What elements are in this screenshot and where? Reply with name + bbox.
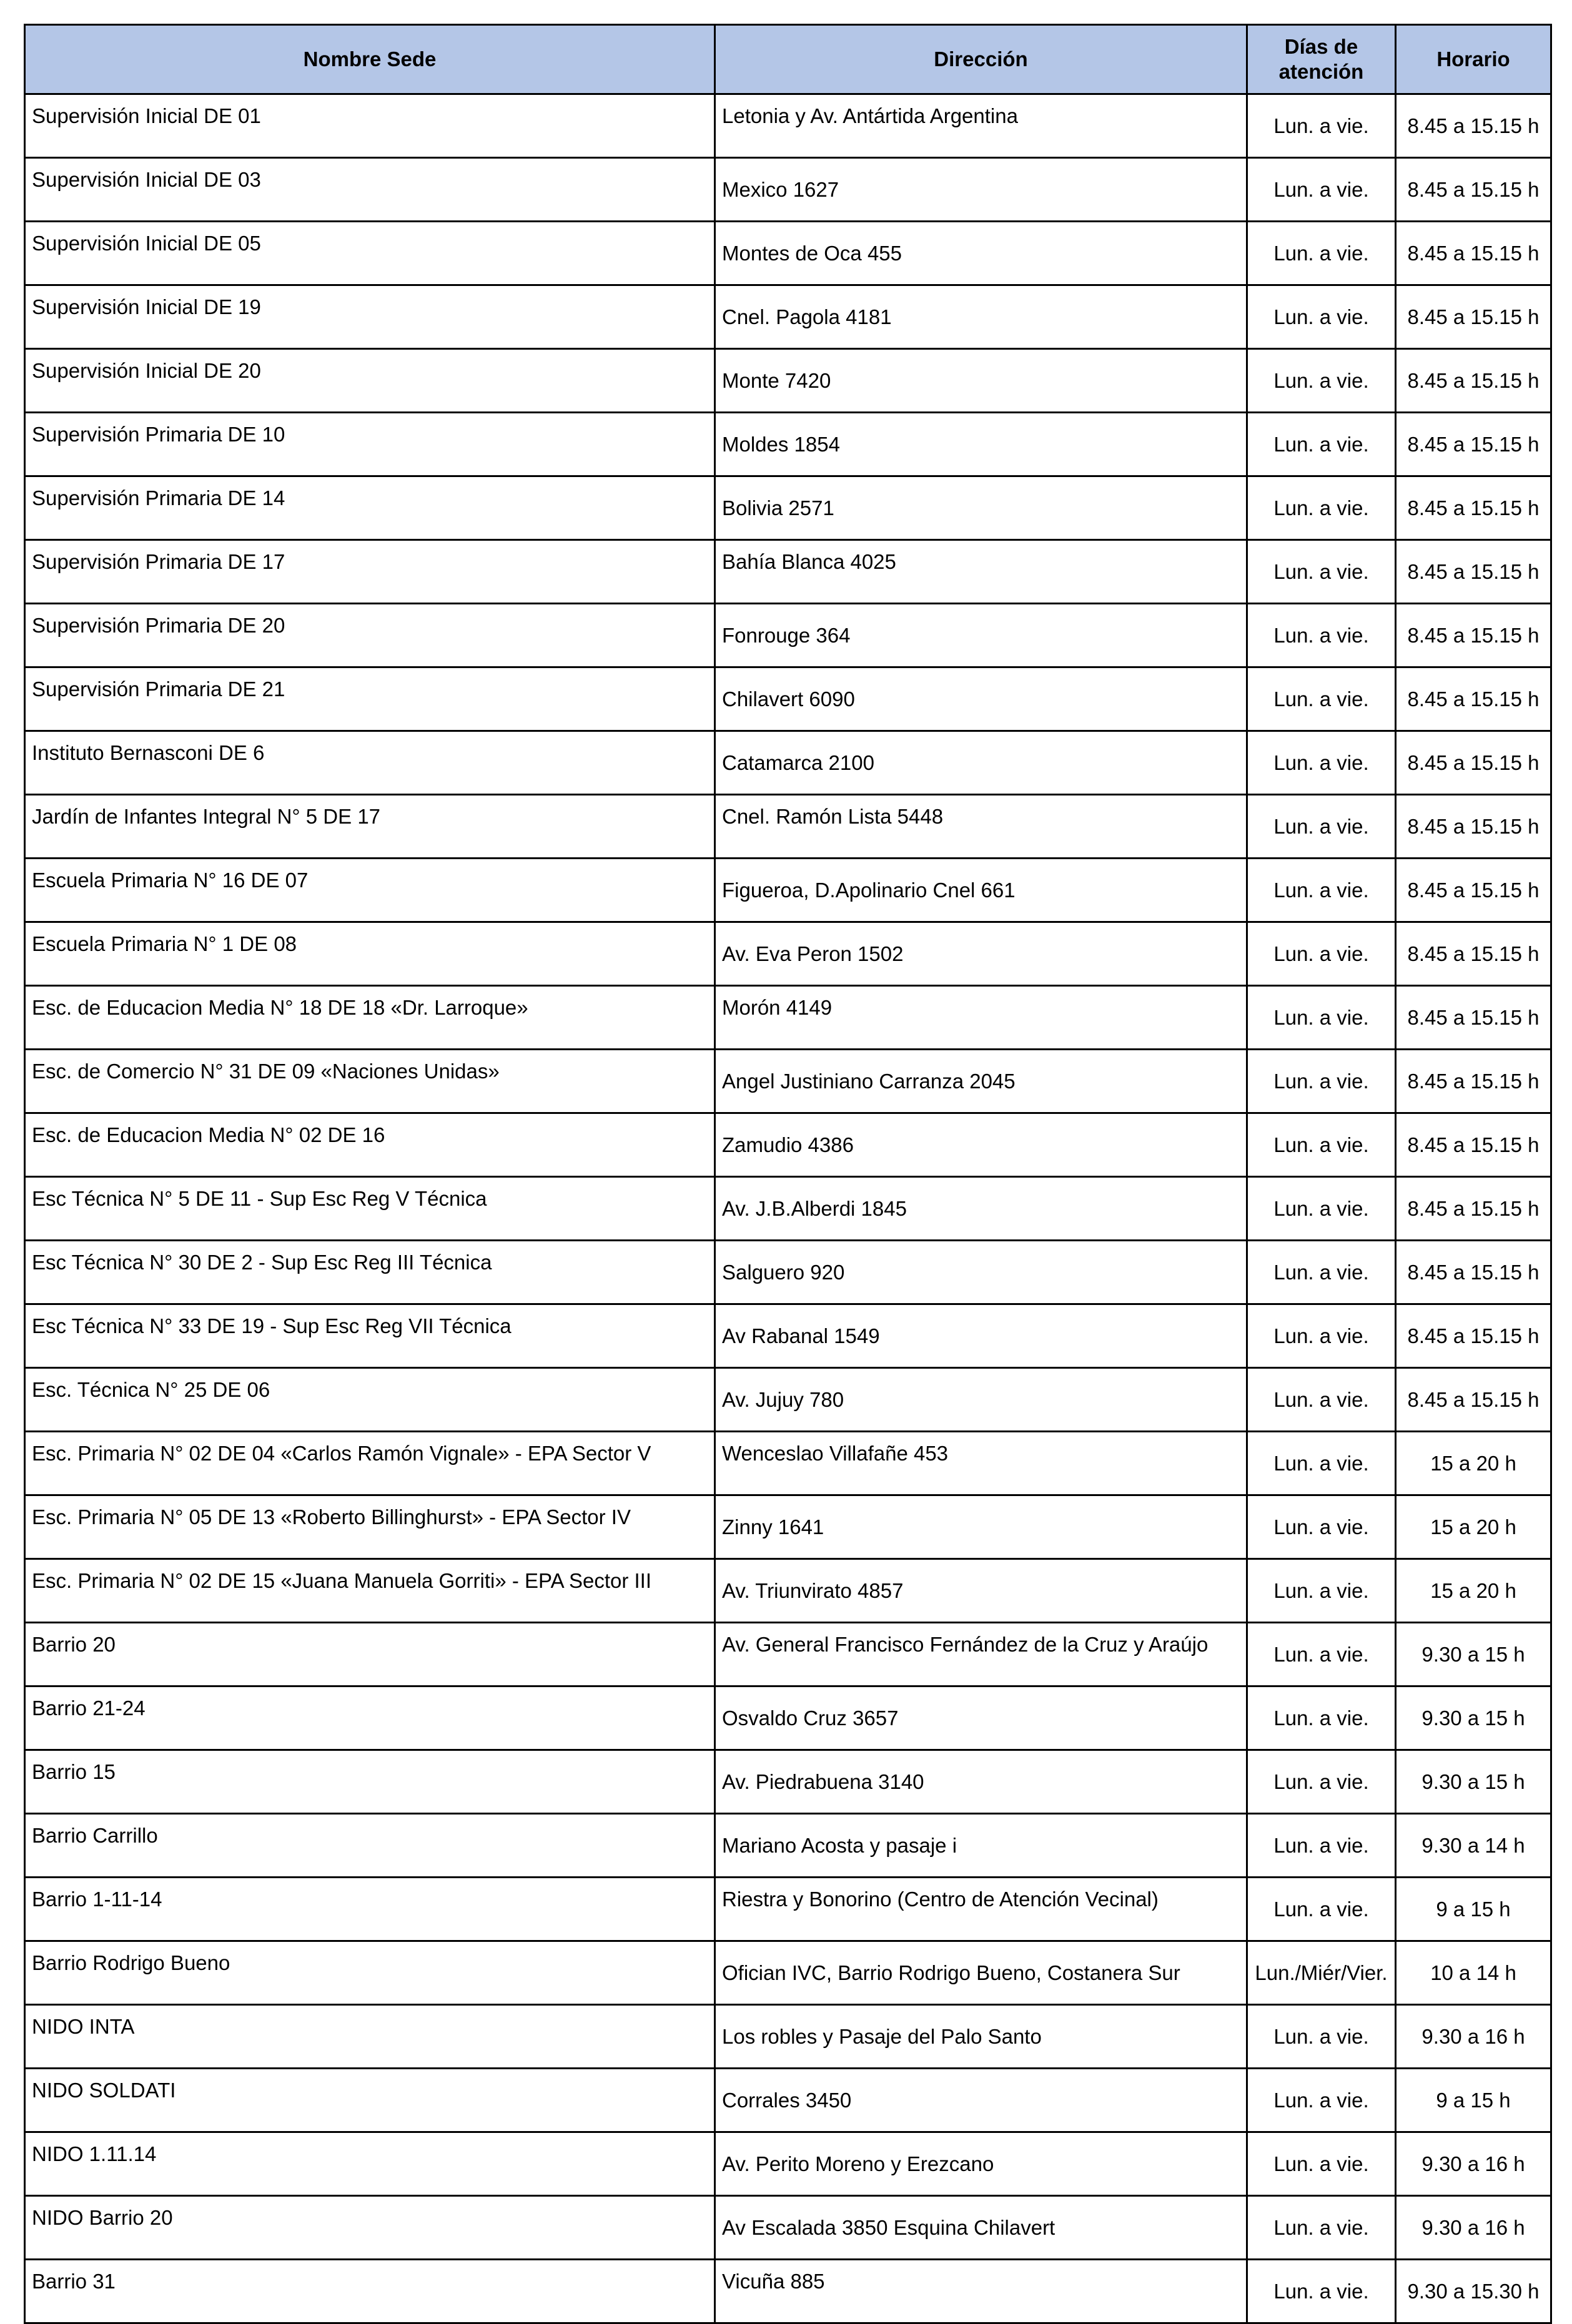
horario-cell: 9.30 a 15 h: [1396, 1750, 1551, 1814]
dias-atencion-cell: Lun. a vie.: [1247, 1368, 1396, 1432]
direccion-cell: Ofician IVC, Barrio Rodrigo Bueno, Costanera Sur: [715, 1941, 1247, 2005]
dias-atencion-cell: Lun. a vie.: [1247, 922, 1396, 986]
direccion-cell: Catamarca 2100: [715, 731, 1247, 795]
direccion-cell: Vicuña 885: [715, 2260, 1247, 2323]
table-row: [25, 986, 1551, 1050]
horario-cell: 8.45 a 15.15 h: [1396, 1113, 1551, 1177]
table-row: [25, 1432, 1551, 1495]
dias-atencion-cell: Lun. a vie.: [1247, 158, 1396, 222]
table-row: [25, 94, 1551, 158]
direccion-cell: Wenceslao Villafañe 453: [715, 1432, 1247, 1495]
nombre-sede-cell: Supervisión Primaria DE 21: [25, 667, 715, 731]
sedes-table: [24, 24, 1552, 2324]
nombre-sede-cell: NIDO INTA: [25, 2005, 715, 2069]
table-row: [25, 1941, 1551, 2005]
direccion-cell: Cnel. Pagola 4181: [715, 285, 1247, 349]
direccion-cell: Mexico 1627: [715, 158, 1247, 222]
nombre-sede-cell: Supervisión Primaria DE 17: [25, 540, 715, 604]
direccion-cell: Av. Perito Moreno y Erezcano: [715, 2132, 1247, 2196]
table-row: [25, 1050, 1551, 1113]
direccion-cell: Mariano Acosta y pasaje i: [715, 1814, 1247, 1878]
horario-cell: 8.45 a 15.15 h: [1396, 795, 1551, 859]
header-direccion: Dirección: [715, 25, 1247, 94]
dias-atencion-cell: Lun. a vie.: [1247, 540, 1396, 604]
nombre-sede-cell: Supervisión Inicial DE 03: [25, 158, 715, 222]
direccion-cell: Av. J.B.Alberdi 1845: [715, 1177, 1247, 1241]
horario-cell: 8.45 a 15.15 h: [1396, 476, 1551, 540]
direccion-cell: Zinny 1641: [715, 1495, 1247, 1559]
dias-atencion-cell: Lun. a vie.: [1247, 2196, 1396, 2260]
nombre-sede-cell: Esc Técnica N° 33 DE 19 - Sup Esc Reg VII Técnica: [25, 1304, 715, 1368]
nombre-sede-cell: Jardín de Infantes Integral N° 5 DE 17: [25, 795, 715, 859]
nombre-sede-cell: Esc. Técnica N° 25 DE 06: [25, 1368, 715, 1432]
horario-cell: 9.30 a 16 h: [1396, 2132, 1551, 2196]
table-row: [25, 476, 1551, 540]
horario-cell: 9 a 15 h: [1396, 1878, 1551, 1941]
nombre-sede-cell: Supervisión Inicial DE 20: [25, 349, 715, 413]
table-row: [25, 1113, 1551, 1177]
nombre-sede-cell: Esc Técnica N° 30 DE 2 - Sup Esc Reg III Técnica: [25, 1241, 715, 1304]
direccion-cell: Bolivia 2571: [715, 476, 1247, 540]
direccion-cell: Av. Piedrabuena 3140: [715, 1750, 1247, 1814]
nombre-sede-cell: Escuela Primaria N° 16 DE 07: [25, 859, 715, 922]
nombre-sede-cell: Esc. Primaria N° 02 DE 15 «Juana Manuela Gorriti» - EPA Sector III: [25, 1559, 715, 1623]
horario-cell: 8.45 a 15.15 h: [1396, 1177, 1551, 1241]
table-row: [25, 1177, 1551, 1241]
direccion-cell: Av. Jujuy 780: [715, 1368, 1247, 1432]
direccion-cell: Zamudio 4386: [715, 1113, 1247, 1177]
horario-cell: 8.45 a 15.15 h: [1396, 285, 1551, 349]
dias-atencion-cell: Lun. a vie.: [1247, 2005, 1396, 2069]
direccion-cell: Letonia y Av. Antártida Argentina: [715, 94, 1247, 158]
nombre-sede-cell: Escuela Primaria N° 1 DE 08: [25, 922, 715, 986]
table-row: [25, 1623, 1551, 1686]
dias-atencion-cell: Lun. a vie.: [1247, 604, 1396, 667]
table-row: [25, 1559, 1551, 1623]
nombre-sede-cell: NIDO SOLDATI: [25, 2069, 715, 2132]
dias-atencion-cell: Lun. a vie.: [1247, 1878, 1396, 1941]
horario-cell: 8.45 a 15.15 h: [1396, 922, 1551, 986]
direccion-cell: Fonrouge 364: [715, 604, 1247, 667]
horario-cell: 9.30 a 14 h: [1396, 1814, 1551, 1878]
nombre-sede-cell: Barrio Carrillo: [25, 1814, 715, 1878]
nombre-sede-cell: Barrio 15: [25, 1750, 715, 1814]
dias-atencion-cell: Lun. a vie.: [1247, 1113, 1396, 1177]
dias-atencion-cell: Lun. a vie.: [1247, 1050, 1396, 1113]
dias-atencion-cell: Lun. a vie.: [1247, 1495, 1396, 1559]
table-row: [25, 795, 1551, 859]
dias-atencion-cell: Lun. a vie.: [1247, 859, 1396, 922]
horario-cell: 9 a 15 h: [1396, 2069, 1551, 2132]
direccion-cell: Av. General Francisco Fernández de la Cruz y Araújo: [715, 1623, 1247, 1686]
direccion-cell: Av. Eva Peron 1502: [715, 922, 1247, 986]
horario-cell: 8.45 a 15.15 h: [1396, 1050, 1551, 1113]
dias-atencion-cell: Lun. a vie.: [1247, 1241, 1396, 1304]
dias-atencion-cell: Lun. a vie.: [1247, 1750, 1396, 1814]
nombre-sede-cell: Barrio 20: [25, 1623, 715, 1686]
table-row: [25, 731, 1551, 795]
nombre-sede-cell: Barrio 1-11-14: [25, 1878, 715, 1941]
table-row: [25, 2069, 1551, 2132]
direccion-cell: Montes de Oca 455: [715, 222, 1247, 285]
horario-cell: 15 a 20 h: [1396, 1495, 1551, 1559]
dias-atencion-cell: Lun. a vie.: [1247, 1304, 1396, 1368]
direccion-cell: Cnel. Ramón Lista 5448: [715, 795, 1247, 859]
table-row: [25, 1495, 1551, 1559]
nombre-sede-cell: Instituto Bernasconi DE 6: [25, 731, 715, 795]
horario-cell: 9.30 a 15 h: [1396, 1686, 1551, 1750]
horario-cell: 9.30 a 15 h: [1396, 1623, 1551, 1686]
dias-atencion-cell: Lun. a vie.: [1247, 731, 1396, 795]
nombre-sede-cell: Esc. Primaria N° 05 DE 13 «Roberto Billinghurst» - EPA Sector IV: [25, 1495, 715, 1559]
horario-cell: 15 a 20 h: [1396, 1559, 1551, 1623]
dias-atencion-cell: Lun. a vie.: [1247, 667, 1396, 731]
dias-atencion-cell: Lun. a vie.: [1247, 1177, 1396, 1241]
direccion-cell: Moldes 1854: [715, 413, 1247, 476]
table-row: [25, 922, 1551, 986]
horario-cell: 10 a 14 h: [1396, 1941, 1551, 2005]
table-row: [25, 1750, 1551, 1814]
dias-atencion-cell: Lun. a vie.: [1247, 1814, 1396, 1878]
dias-atencion-cell: Lun. a vie.: [1247, 349, 1396, 413]
horario-cell: 8.45 a 15.15 h: [1396, 349, 1551, 413]
table-row: [25, 667, 1551, 731]
dias-atencion-cell: Lun./Miér/Vier.: [1247, 1941, 1396, 2005]
dias-atencion-cell: Lun. a vie.: [1247, 1432, 1396, 1495]
nombre-sede-cell: NIDO Barrio 20: [25, 2196, 715, 2260]
table-row: [25, 859, 1551, 922]
table-row: [25, 1368, 1551, 1432]
horario-cell: 8.45 a 15.15 h: [1396, 413, 1551, 476]
nombre-sede-cell: Supervisión Inicial DE 01: [25, 94, 715, 158]
nombre-sede-cell: Supervisión Inicial DE 19: [25, 285, 715, 349]
dias-atencion-cell: Lun. a vie.: [1247, 986, 1396, 1050]
nombre-sede-cell: Esc Técnica N° 5 DE 11 - Sup Esc Reg V Técnica: [25, 1177, 715, 1241]
table-row: [25, 222, 1551, 285]
header-nombre-sede: Nombre Sede: [25, 25, 715, 94]
direccion-cell: Av Rabanal 1549: [715, 1304, 1247, 1368]
nombre-sede-cell: Esc. de Educacion Media N° 02 DE 16: [25, 1113, 715, 1177]
horario-cell: 9.30 a 16 h: [1396, 2196, 1551, 2260]
direccion-cell: Figueroa, D.Apolinario Cnel 661: [715, 859, 1247, 922]
horario-cell: 8.45 a 15.15 h: [1396, 859, 1551, 922]
table-row: [25, 1686, 1551, 1750]
nombre-sede-cell: Barrio 21-24: [25, 1686, 715, 1750]
nombre-sede-cell: NIDO 1.11.14: [25, 2132, 715, 2196]
direccion-cell: Angel Justiniano Carranza 2045: [715, 1050, 1247, 1113]
dias-atencion-cell: Lun. a vie.: [1247, 1559, 1396, 1623]
nombre-sede-cell: Supervisión Primaria DE 20: [25, 604, 715, 667]
dias-atencion-cell: Lun. a vie.: [1247, 2069, 1396, 2132]
table-row: [25, 2260, 1551, 2323]
horario-cell: 9.30 a 15.30 h: [1396, 2260, 1551, 2323]
horario-cell: 9.30 a 16 h: [1396, 2005, 1551, 2069]
table-row: [25, 158, 1551, 222]
direccion-cell: Monte 7420: [715, 349, 1247, 413]
direccion-cell: Corrales 3450: [715, 2069, 1247, 2132]
horario-cell: 8.45 a 15.15 h: [1396, 222, 1551, 285]
direccion-cell: Av Escalada 3850 Esquina Chilavert: [715, 2196, 1247, 2260]
header-dias-atencion: Días de atención: [1247, 25, 1396, 94]
horario-cell: 15 a 20 h: [1396, 1432, 1551, 1495]
table-row: [25, 540, 1551, 604]
dias-atencion-cell: Lun. a vie.: [1247, 795, 1396, 859]
table-row: [25, 1304, 1551, 1368]
table-row: [25, 413, 1551, 476]
dias-atencion-cell: Lun. a vie.: [1247, 2132, 1396, 2196]
direccion-cell: Bahía Blanca 4025: [715, 540, 1247, 604]
direccion-cell: Osvaldo Cruz 3657: [715, 1686, 1247, 1750]
nombre-sede-cell: Esc. de Comercio N° 31 DE 09 «Naciones Unidas»: [25, 1050, 715, 1113]
nombre-sede-cell: Supervisión Primaria DE 14: [25, 476, 715, 540]
dias-atencion-cell: Lun. a vie.: [1247, 2260, 1396, 2323]
table-row: [25, 1814, 1551, 1878]
dias-atencion-cell: Lun. a vie.: [1247, 285, 1396, 349]
table-row: [25, 1878, 1551, 1941]
dias-atencion-cell: Lun. a vie.: [1247, 476, 1396, 540]
nombre-sede-cell: Supervisión Inicial DE 05: [25, 222, 715, 285]
direccion-cell: Salguero 920: [715, 1241, 1247, 1304]
dias-atencion-cell: Lun. a vie.: [1247, 1623, 1396, 1686]
table-row: [25, 285, 1551, 349]
table-row: [25, 604, 1551, 667]
nombre-sede-cell: Supervisión Primaria DE 10: [25, 413, 715, 476]
direccion-cell: Chilavert 6090: [715, 667, 1247, 731]
horario-cell: 8.45 a 15.15 h: [1396, 158, 1551, 222]
horario-cell: 8.45 a 15.15 h: [1396, 604, 1551, 667]
direccion-cell: Av. Triunvirato 4857: [715, 1559, 1247, 1623]
dias-atencion-cell: Lun. a vie.: [1247, 1686, 1396, 1750]
dias-atencion-cell: Lun. a vie.: [1247, 94, 1396, 158]
direccion-cell: Riestra y Bonorino (Centro de Atención Vecinal): [715, 1878, 1247, 1941]
header-row: [25, 25, 1551, 94]
table-row: [25, 1241, 1551, 1304]
horario-cell: 8.45 a 15.15 h: [1396, 986, 1551, 1050]
nombre-sede-cell: Esc. Primaria N° 02 DE 04 «Carlos Ramón Vignale» - EPA Sector V: [25, 1432, 715, 1495]
horario-cell: 8.45 a 15.15 h: [1396, 94, 1551, 158]
nombre-sede-cell: Barrio Rodrigo Bueno: [25, 1941, 715, 2005]
table-row: [25, 349, 1551, 413]
nombre-sede-cell: Esc. de Educacion Media N° 18 DE 18 «Dr. Larroque»: [25, 986, 715, 1050]
table-row: [25, 2196, 1551, 2260]
horario-cell: 8.45 a 15.15 h: [1396, 540, 1551, 604]
horario-cell: 8.45 a 15.15 h: [1396, 1304, 1551, 1368]
horario-cell: 8.45 a 15.15 h: [1396, 731, 1551, 795]
dias-atencion-cell: Lun. a vie.: [1247, 222, 1396, 285]
header-horario: Horario: [1396, 25, 1551, 94]
direccion-cell: Morón 4149: [715, 986, 1247, 1050]
direccion-cell: Los robles y Pasaje del Palo Santo: [715, 2005, 1247, 2069]
horario-cell: 8.45 a 15.15 h: [1396, 667, 1551, 731]
table-row: [25, 2005, 1551, 2069]
table-row: [25, 2132, 1551, 2196]
nombre-sede-cell: Barrio 31: [25, 2260, 715, 2323]
dias-atencion-cell: Lun. a vie.: [1247, 413, 1396, 476]
horario-cell: 8.45 a 15.15 h: [1396, 1368, 1551, 1432]
horario-cell: 8.45 a 15.15 h: [1396, 1241, 1551, 1304]
